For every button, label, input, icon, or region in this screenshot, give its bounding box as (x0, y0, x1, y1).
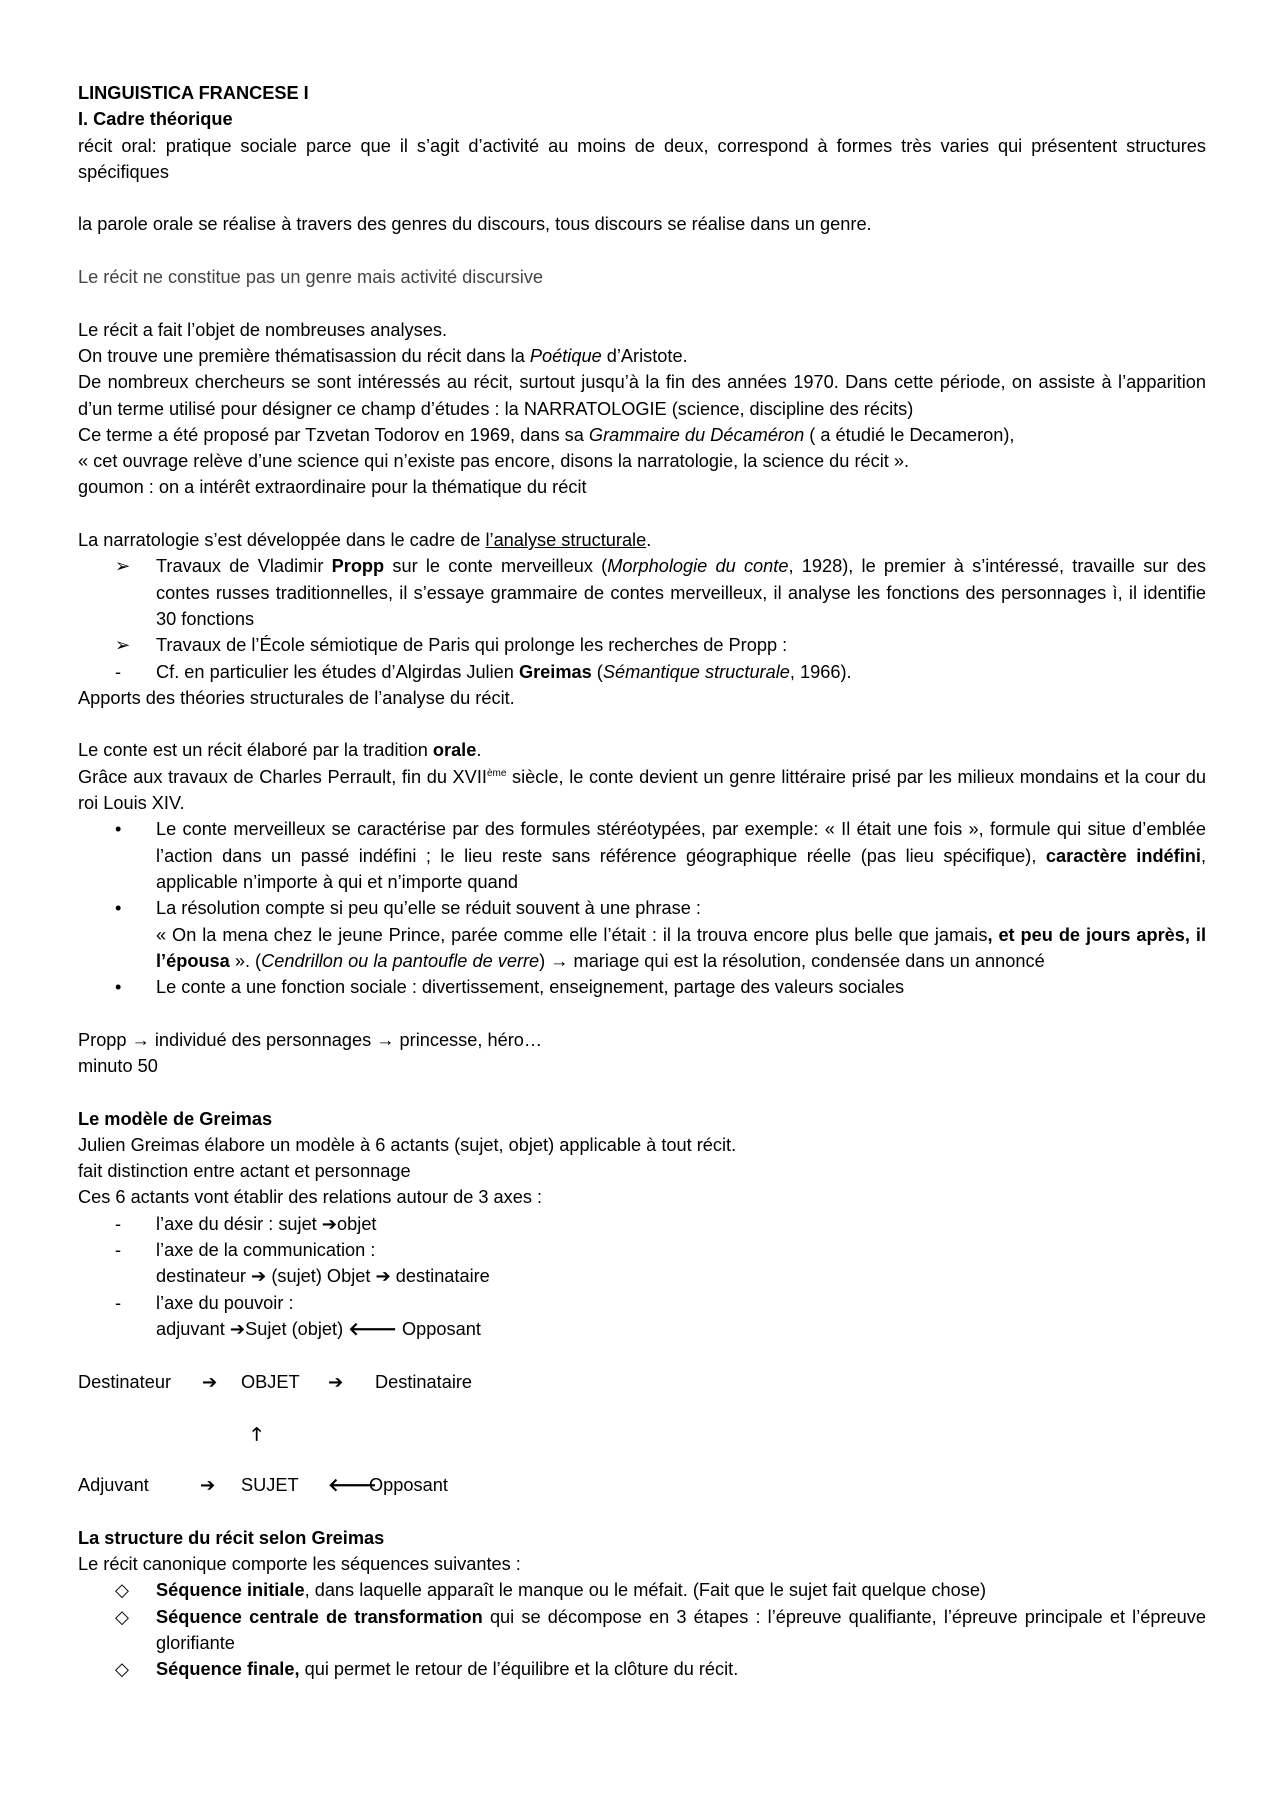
arrow-right-icon: ➔ (375, 1266, 391, 1287)
list-item (78, 1656, 1206, 1682)
text: . (476, 740, 482, 761)
text: adjuvant (156, 1318, 230, 1339)
paragraph: fait distinction entre actant et personnage (78, 1161, 411, 1182)
list-item (78, 895, 1206, 974)
bold-text: Propp (331, 556, 385, 577)
bold-text: Séquence finale, (156, 1659, 300, 1680)
text: , applicable n’importe à qui et n’importe quand (156, 845, 1207, 892)
paragraph: récit oral: pratique sociale parce que il s’agit d’activité au moins de deux, correspond à formes très varies qui présentent structures spécifiques (78, 135, 1206, 182)
text: Cf. en particulier les études d’Algirdas Julien (156, 661, 519, 682)
text: Travaux de l’École sémiotique de Paris qui prolonge les recherches de Propp : (156, 635, 788, 656)
text: . (646, 530, 652, 551)
text: d’Aristote. (601, 345, 688, 366)
section-heading-cadre: I. Cadre théorique (78, 109, 233, 130)
diamond-bullet-icon: ◇ (115, 1580, 129, 1601)
paragraph: Ces 6 actants vont établir des relations autour de 3 axes : (78, 1187, 543, 1208)
paragraph: la parole orale se réalise à travers des genres du discours, tous discours se réalise dans un genre. (78, 214, 872, 235)
bold-text: Greimas (518, 661, 592, 682)
paragraph (78, 422, 1206, 448)
paragraph (78, 527, 1206, 553)
bold-text: orale (432, 740, 477, 761)
diagram-destinateur: Destinateur (78, 1371, 172, 1392)
paragraph: Le récit ne constitue pas un genre mais activité discursive (78, 267, 544, 288)
dash-bullet: - (115, 1213, 122, 1234)
paragraph: Julien Greimas élabore un modèle à 6 actants (sujet, objet) applicable à tout récit. (78, 1134, 737, 1155)
text: ». ( (229, 950, 262, 971)
text: ( (591, 661, 603, 682)
text: Propp (78, 1029, 132, 1050)
text: Le conte merveilleux se caractérise par des formules stéréotypées, par exemple: « Il était une fois », formule qui situe d’emblée l’action dans un passé indéfini ; le lieu reste sans référence géographique réelle (pas lieu spécifique), (156, 819, 1206, 866)
bold-text: , et peu de jours après, il l’épousa (156, 924, 1206, 971)
paragraph: minuto 50 (78, 1055, 158, 1076)
text: ) (539, 950, 551, 971)
paragraph: « cet ouvrage relève d’une science qui n’existe pas encore, disons la narratologie, la science du récit ». (78, 451, 910, 472)
dash-bullet: - (115, 1240, 122, 1261)
arrow-right-icon: ➔ (321, 1213, 338, 1234)
list-item (78, 1577, 1206, 1603)
text: (sujet) Objet (266, 1266, 376, 1287)
diamond-bullet-icon: ◇ (115, 1606, 129, 1627)
bold-text: Séquence initiale (156, 1580, 305, 1601)
text: , 1966). (789, 661, 852, 682)
text: , dans laquelle apparaît le manque ou le méfait. (Fait que le sujet fait quelque chose) (304, 1580, 987, 1601)
arrowhead-bullet-icon: ➢ (115, 556, 131, 577)
text: l’axe du pouvoir : (156, 1292, 294, 1313)
list-item (78, 1290, 1206, 1316)
diagram-destinataire: Destinataire (375, 1371, 473, 1392)
arrow-right-icon: → (550, 950, 569, 971)
text: On trouve une première thématisassion du récit dans la (78, 345, 530, 366)
italic-text: Morphologie du conte (607, 556, 789, 577)
text: l’axe de la communication : (156, 1240, 376, 1261)
text: La narratologie s’est développée dans le cadre de (78, 530, 486, 551)
superscript-text: ème (486, 767, 507, 779)
list-item (78, 659, 1206, 685)
paragraph (78, 764, 1206, 817)
text: La résolution compte si peu qu’elle se réduit souvent à une phrase : (156, 898, 701, 919)
section-heading-greimas: Le modèle de Greimas (78, 1108, 273, 1129)
bullet-dot: • (115, 898, 122, 919)
arrow-right-icon: ➔ (229, 1318, 246, 1339)
list-item-detail (78, 1263, 1206, 1289)
italic-text: Sémantique structurale (602, 661, 790, 682)
document-page (78, 80, 1206, 1683)
text: qui permet le retour de l’équilibre et la clôture du récit. (299, 1659, 739, 1680)
list-item (78, 1604, 1206, 1657)
arrow-right-icon: → (376, 1029, 395, 1050)
italic-text: Cendrillon ou la pantoufle de verre (261, 950, 540, 971)
arrow-left-icon: 🡐 (328, 1474, 377, 1495)
text: l’axe du désir : sujet (156, 1213, 322, 1234)
actantial-model-diagram (78, 1369, 1206, 1499)
text: destinateur (156, 1266, 252, 1287)
paragraph: Le récit a fait l’objet de nombreuses analyses. (78, 319, 448, 340)
list-item-detail (78, 1316, 1206, 1342)
text: Sujet (objet) (245, 1318, 349, 1339)
arrow-left-icon: 🡐 (348, 1318, 397, 1339)
underlined-text: l’analyse structurale (485, 530, 647, 551)
text: mariage qui est la résolution, condensée dans un annoncé (568, 950, 1045, 971)
arrow-right-icon: ➔ (251, 1266, 267, 1287)
list-item (78, 816, 1206, 895)
paragraph (78, 737, 1206, 763)
arrowhead-bullet-icon: ➢ (115, 635, 131, 656)
diagram-sujet: SUJET (241, 1474, 299, 1495)
section-heading-structure: La structure du récit selon Greimas (78, 1527, 385, 1548)
arrow-right-icon: ➔ (202, 1371, 218, 1392)
diagram-objet: OBJET (241, 1371, 300, 1392)
list-item (78, 1237, 1206, 1263)
text: Le conte a une fonction sociale : divertissement, enseignement, partage des valeurs sociales (156, 977, 905, 998)
paragraph: De nombreux chercheurs se sont intéressés au récit, surtout jusqu’à la fin des années 1970. Dans cette période, on assiste à l’apparition d’un terme utilisé pour désigner ce champ d’études : la NARRATOLOGIE (science, discipline des récits) (78, 372, 1206, 419)
diamond-bullet-icon: ◇ (115, 1659, 129, 1680)
dash-bullet: - (115, 661, 122, 682)
text: Opposant (396, 1318, 481, 1339)
text: individué des personnages (149, 1029, 377, 1050)
text: ( a étudié le Decameron), (804, 424, 1015, 445)
dash-bullet: - (115, 1292, 122, 1313)
quote-text: « On la mena chez le jeune Prince, parée comme elle l’était : il la trouva encore plus belle que jamais (156, 924, 988, 945)
italic-text: Poétique (529, 345, 602, 366)
paragraph (78, 1027, 1206, 1053)
text: Le conte est un récit élaboré par la tradition (78, 740, 433, 761)
text: siècle, le conte devient un genre littéraire prisé par les milieux mondains et la cour du roi Louis XIV. (78, 766, 1206, 814)
italic-text: Grammaire du Décaméron (588, 424, 805, 445)
text: destinataire (390, 1266, 490, 1287)
paragraph: Apports des théories structurales de l’analyse du récit. (78, 687, 515, 708)
arrow-up-icon: 🡑 (252, 1423, 262, 1444)
bullet-dot: • (115, 819, 122, 840)
bullet-dot: • (115, 977, 122, 998)
text: objet (337, 1213, 377, 1234)
text: Travaux de Vladimir (156, 556, 332, 577)
diagram-opposant: Opposant (369, 1474, 448, 1495)
list-item (78, 632, 1206, 658)
list-item (78, 553, 1206, 632)
paragraph (78, 343, 1206, 369)
arrow-right-icon: → (131, 1029, 150, 1050)
list-item (78, 1211, 1206, 1237)
arrow-right-icon: ➔ (200, 1474, 216, 1495)
bold-text: Séquence centrale de transformation (156, 1606, 483, 1627)
text: qui se décompose en 3 étapes : l’épreuve qualifiante, l’épreuve principale et l’épreuve glorifiante (156, 1606, 1206, 1654)
paragraph: Le récit canonique comporte les séquences suivantes : (78, 1554, 521, 1575)
text: Ce terme a été proposé par Tzvetan Todorov en 1969, dans sa (78, 424, 589, 445)
diagram-adjuvant: Adjuvant (78, 1474, 149, 1495)
paragraph: goumon : on a intérêt extraordinaire pour la thématique du récit (78, 477, 587, 498)
text: princesse, héro… (394, 1029, 543, 1050)
text: Grâce aux travaux de Charles Perrault, fin du XVII (78, 766, 487, 787)
bold-text: caractère indéfini (1045, 845, 1201, 866)
text: , 1928), le premier à s’intéressé, travaille sur des contes russes traditionnelles, il s’essaye grammaire de contes merveilleux, il analyse les fonctions des personnages ì, il identifie 30 fonctions (156, 556, 1207, 629)
text: sur le conte merveilleux ( (384, 556, 608, 577)
list-item (78, 974, 1206, 1000)
course-title: LINGUISTICA FRANCESE I (78, 83, 309, 103)
arrow-right-icon: ➔ (328, 1371, 344, 1392)
